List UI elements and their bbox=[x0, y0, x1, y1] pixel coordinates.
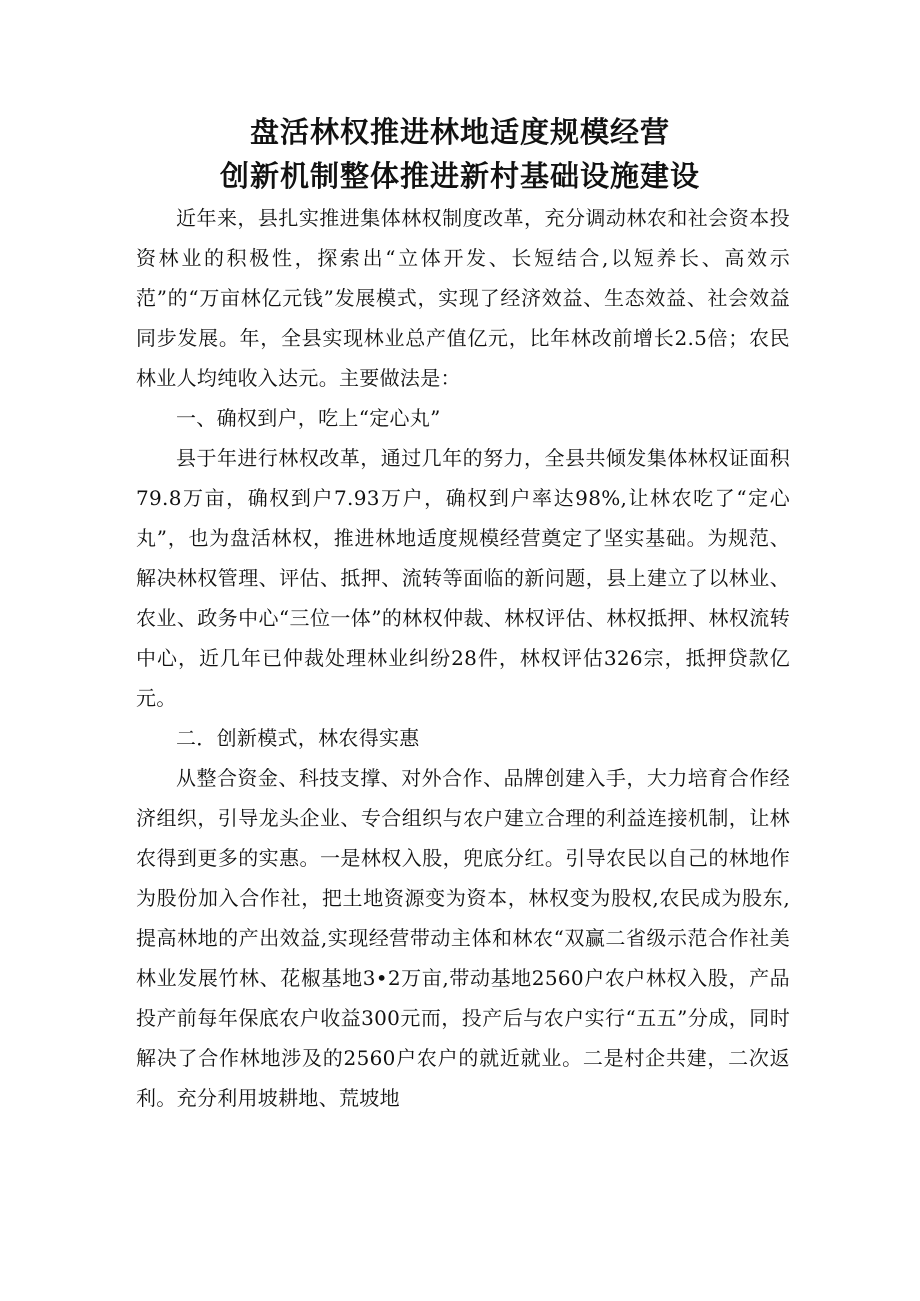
document-body bbox=[136, 198, 790, 1118]
title-block bbox=[100, 110, 820, 198]
document-title-line-2: 创新机制整体推进新村基础设施建设 bbox=[219, 159, 700, 193]
section-1-heading: 一、确权到户，吃上“定心丸” bbox=[176, 406, 441, 430]
section-2-heading: 二．创新模式，林农得实惠 bbox=[176, 726, 420, 750]
document-title-line-1: 盘活林权推进林地适度规模经营 bbox=[249, 115, 670, 149]
intro-paragraph: 近年来，县扎实推进集体林权制度改革，充分调动林农和社会资本投资林业的积极性，探索出“立体开发、长短结合,以短养长、高效示范”的“万亩林亿元钱”发展模式，实现了经济效益、生态效益、社会效益同步发展。年，全县实现林业总产值亿元，比年林改前增长2.5倍；农民林业人均纯收入达元。主要做法是： bbox=[136, 206, 790, 390]
section-2-paragraph: 从整合资金、科技支撑、对外合作、品牌创建入手，大力培育合作经济组织，引导龙头企业、专合组织与农户建立合理的利益连接机制，让林农得到更多的实惠。一是林权入股，兜底分红。引导农民以自己的林地作为股份加入合作社，把土地资源变为资本，林权变为股权,农民成为股东,提高林地的产出效益,实现经营带动主体和林农“双赢二省级示范合作社美林业发展竹林、花椒基地3•2万亩,带动基地2560户农户林权入股，产品投产前每年保底农户收益300元而，投产后与农户实行“五五”分成，同时解决了合作林地涉及的2560户农户的就近就业。二是村企共建，二次返利。充分利用坡耕地、荒坡地 bbox=[136, 766, 790, 1110]
section-1-paragraph: 县于年进行林权改革，通过几年的努力，全县共倾发集体林权证面积79.8万亩，确权到户7.93万户，确权到户率达98%,让林农吃了“定心丸”，也为盘活林权，推进林地适度规模经营奠定了坚实基础。为规范、解决林权管理、评估、抵押、流转等面临的新问题，县上建立了以林业、农业、政务中心“三位一体”的林权仲裁、林权评估、林权抵押、林权流转中心，近几年已仲裁处理林业纠纷28件，林权评估326宗，抵押贷款亿元。 bbox=[136, 446, 790, 710]
